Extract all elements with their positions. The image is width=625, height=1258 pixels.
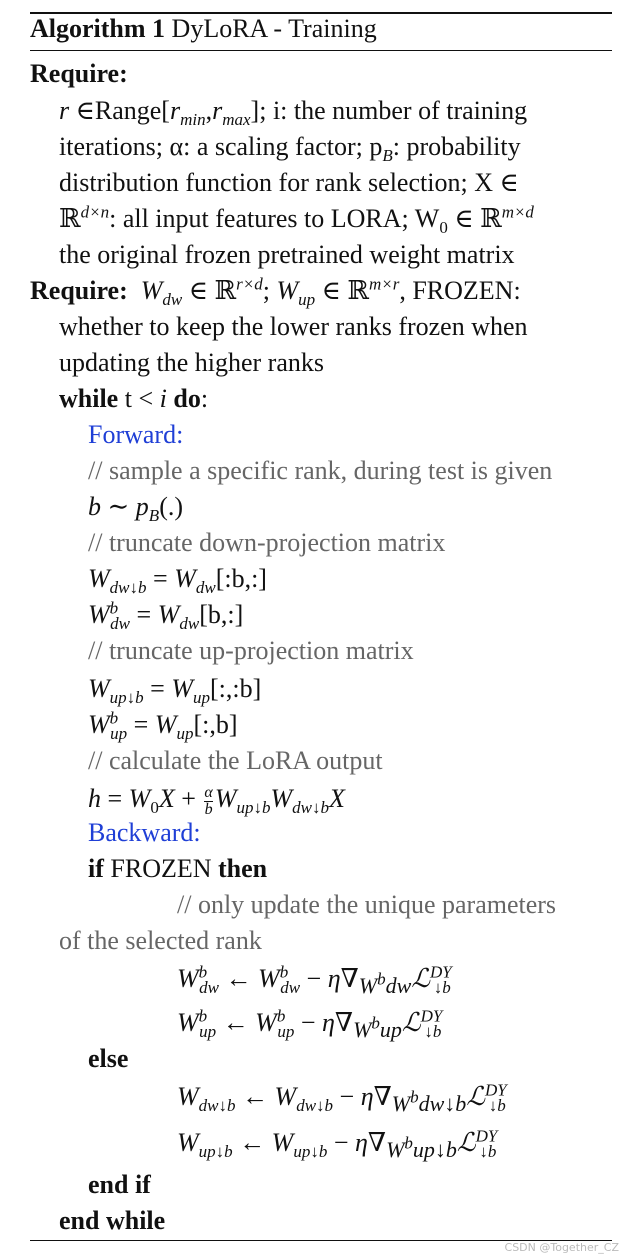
comment-truncate-up: // truncate up-projection matrix [88, 636, 414, 665]
eq-sample-b: b ∼ $p_B(.)$ [88, 492, 184, 526]
require-keyword-1: Require: [30, 59, 128, 88]
eq-wup-b: $W^b_{up}$ = $W_{up}[:,b]$ [88, 708, 238, 744]
require2-line2: whether to keep the lower ranks frozen when [59, 312, 528, 341]
require2-line1: Require: $W_{dw}$ ∈ ℝ$^{r\times d}$; $W_{up}$ ∈ ℝ$^{m\times r}$, FROZEN: [30, 274, 521, 310]
eq-wdw-b: $W^b_{dw}$ = $W_{dw}[b,:]$ [88, 598, 244, 634]
if-line: if FROZEN then [88, 854, 268, 883]
require1-line5: the original frozen pretrained weight matrix [59, 240, 515, 269]
eq-wdw-trunc: $W_{dw↓b}$ = $W_{dw}[:b,:]$ [88, 564, 267, 598]
eq-update-wup-trunc: $W_{up↓b}$ ← $W_{up↓b}$ − $\eta\nabla_{W^bup↓b}ℒ^{DY}_{↓b}$ [177, 1126, 498, 1163]
else-keyword: else [88, 1044, 129, 1073]
algorithm-number: Algorithm 1 [30, 14, 166, 43]
eq-update-wdw-b: $W^b_{dw}$ ← $W^b_{dw}$ − $\eta\nabla_{W^bdw}ℒ^{DY}_{↓b}$ [177, 962, 452, 999]
comment-truncate-down: // truncate down-projection matrix [88, 528, 446, 557]
caption-rule [30, 50, 612, 51]
end-if-keyword: end if [88, 1170, 151, 1199]
forward-label: Forward: [88, 420, 184, 449]
comment-lora-output: // calculate the LoRA output [88, 746, 383, 775]
comment-unique-b: of the selected rank [59, 926, 262, 955]
eq-update-wdw-trunc: $W_{dw↓b}$ ← $W_{dw↓b}$ − $\eta\nabla_{W^bdw↓b}ℒ^{DY}_{↓b}$ [177, 1080, 507, 1117]
eq-update-wup-b: $W^b_{up}$ ← $W^b_{up}$ − $\eta\nabla_{W^bup}ℒ^{DY}_{↓b}$ [177, 1006, 443, 1043]
require1-line1: r $\in Range[r_{min},r_{max}]$; i: the number of training [59, 96, 528, 130]
watermark-text: CSDN @Together_CZ [504, 1241, 619, 1254]
require1-line4: ℝ$^{d\times n}$: all input features to LORA; $W_0$ ∈ ℝ$^{m\times d}$ [59, 202, 534, 238]
comment-unique-a: // only update the unique parameters [177, 890, 557, 919]
require1-line2: iterations; α: a scaling factor; $p_B$: probability [59, 132, 521, 166]
end-while-keyword: end while [59, 1206, 166, 1235]
backward-label: Backward: [88, 818, 201, 847]
comment-sample-rank: // sample a specific rank, during test is given [88, 456, 553, 485]
eq-lora-output: $h = W_0X$ + $\frac{\alpha}{b}$ $W_{up↓b}W_{dw↓b}X$ [88, 783, 345, 818]
algorithm-title: DyLoRA - Training [171, 14, 377, 43]
eq-wup-trunc: $W_{up↓b}$ = $W_{up}[:,:b]$ [88, 674, 262, 708]
require2-line3: updating the higher ranks [59, 348, 324, 377]
algorithm-caption [30, 14, 377, 44]
require1-line3: distribution function for rank selection; X ∈ [59, 168, 519, 197]
require-keyword-2: Require: [30, 276, 128, 305]
while-line: while t < i do: [59, 384, 209, 413]
